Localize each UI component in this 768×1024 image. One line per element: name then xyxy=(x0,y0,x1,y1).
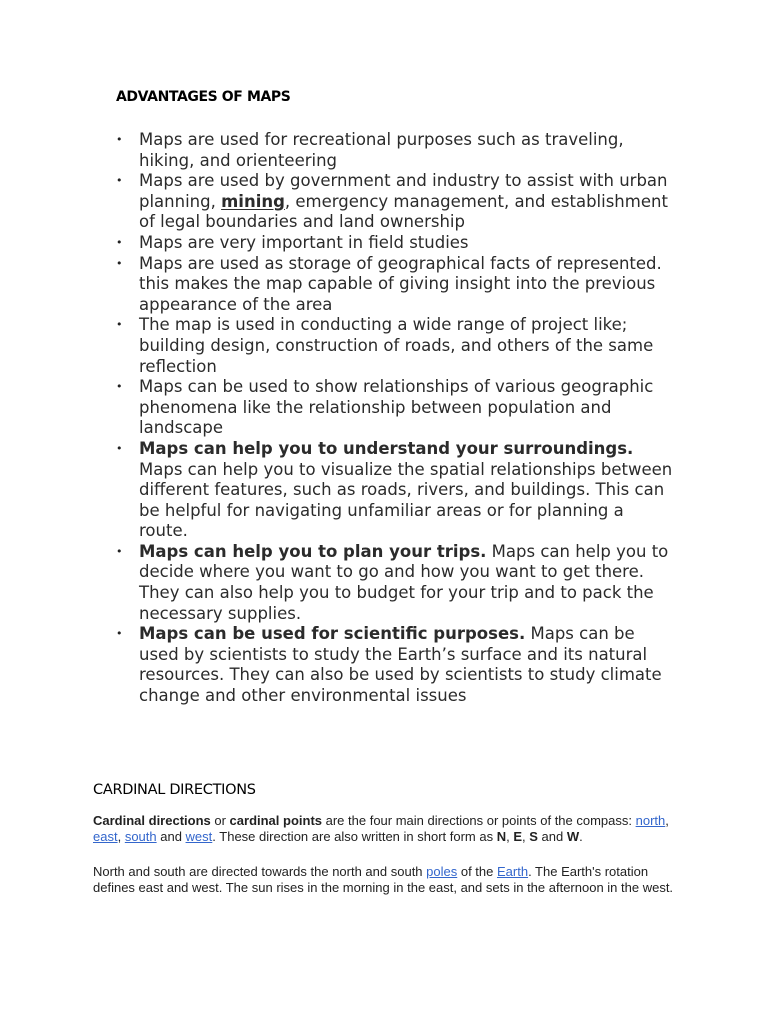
abbr-w: W xyxy=(566,828,580,844)
list-item-text: Maps are very important in field studies xyxy=(139,232,469,252)
list-item xyxy=(116,439,676,542)
list-item-lead: Maps can help you to understand your surroundings. xyxy=(139,438,634,458)
list-item xyxy=(116,315,676,377)
section-heading-advantages: ADVANTAGES OF MAPS xyxy=(116,89,291,105)
paragraph-text: . These direction are also written in short form as xyxy=(212,828,497,844)
section-heading-cardinal-directions: CARDINAL DIRECTIONS xyxy=(93,782,256,798)
advantages-list xyxy=(116,130,676,707)
bullet-icon: • xyxy=(116,380,123,394)
mining-keyword: mining xyxy=(221,191,285,211)
paragraph-text: , xyxy=(522,828,530,844)
list-item-text: Maps can be used by scientists to study the Earth’s surface and its natural resources. They can also be used by scientists to study climate change and other environmental issues xyxy=(139,624,662,706)
bullet-icon: • xyxy=(116,627,123,641)
list-item-text: Maps are used for recreational purposes such as traveling, hiking, and orienteering xyxy=(139,130,624,170)
east-link[interactable]: east xyxy=(93,828,118,844)
list-item-text: Maps can be used to show relationships of various geographic phenomena like the relationship between population and landscape xyxy=(139,377,654,438)
list-item xyxy=(116,233,676,254)
list-item xyxy=(116,130,676,171)
list-item-text: Maps can help you to visualize the spatial relationships between different features, such as roads, rivers, and buildings. This can be helpful for navigating unfamiliar areas or for planning a route. xyxy=(139,459,673,541)
bullet-icon: • xyxy=(116,318,123,332)
list-item-text: Maps can help you to decide where you want to go and how you want to get there. They can also help you to budget for your trip and to pack the necessary supplies. xyxy=(139,541,669,623)
paragraph-text: , xyxy=(506,828,514,844)
bullet-icon: • xyxy=(116,256,123,270)
list-item-text: Maps are used by government and industry to assist with urban planning, xyxy=(139,171,668,211)
paragraph-text: , xyxy=(665,813,669,828)
paragraph-text: . xyxy=(579,828,583,844)
list-item xyxy=(116,542,676,624)
term-cardinal-directions: Cardinal directions xyxy=(93,813,211,828)
list-item-lead: Maps can help you to plan your trips. xyxy=(139,541,487,561)
list-item-text: , emergency management, and establishment of legal boundaries and land ownership xyxy=(139,191,668,232)
list-item xyxy=(116,171,676,233)
cardinal-directions-paragraph xyxy=(93,813,683,844)
bullet-icon: • xyxy=(116,235,123,249)
bullet-icon: • xyxy=(116,544,123,558)
paragraph-text: , xyxy=(117,828,125,844)
list-item xyxy=(116,624,676,706)
abbr-e: E xyxy=(513,828,523,844)
list-item-text: The map is used in conducting a wide range of project like; building design, construction of roads, and others of the same reflection xyxy=(139,315,654,376)
list-item-text: Maps are used as storage of geographical facts of represented. this makes the map capable of giving insight into the previous appearance of the area xyxy=(139,253,662,314)
poles-link[interactable]: poles xyxy=(426,864,458,879)
list-item-lead: Maps can be used for scientific purposes. xyxy=(139,624,526,644)
earth-link[interactable]: Earth xyxy=(496,864,529,879)
paragraph-text: North and south are directed towards the north and south xyxy=(93,864,427,879)
list-item xyxy=(116,377,676,439)
paragraph-text: and xyxy=(537,828,567,844)
paragraph-text: of the xyxy=(457,864,497,879)
abbr-s: S xyxy=(529,828,538,844)
paragraph-text: . The Earth's rotation defines east and west. The sun rises in the morning in the east, and sets in the afternoon in the west. xyxy=(93,864,674,895)
list-item xyxy=(116,254,676,316)
rotation-paragraph xyxy=(93,864,683,895)
bullet-icon: • xyxy=(116,441,123,455)
term-cardinal-points: cardinal points xyxy=(229,813,323,828)
abbr-n: N xyxy=(496,828,507,844)
south-link[interactable]: south xyxy=(124,828,157,844)
paragraph-text: and xyxy=(156,828,186,844)
bullet-icon: • xyxy=(116,174,123,188)
north-link[interactable]: north xyxy=(635,813,666,828)
paragraph-text: or xyxy=(210,813,230,828)
west-link[interactable]: west xyxy=(185,828,213,844)
paragraph-text: are the four main directions or points of the compass: xyxy=(322,813,636,828)
bullet-icon: • xyxy=(116,133,123,146)
